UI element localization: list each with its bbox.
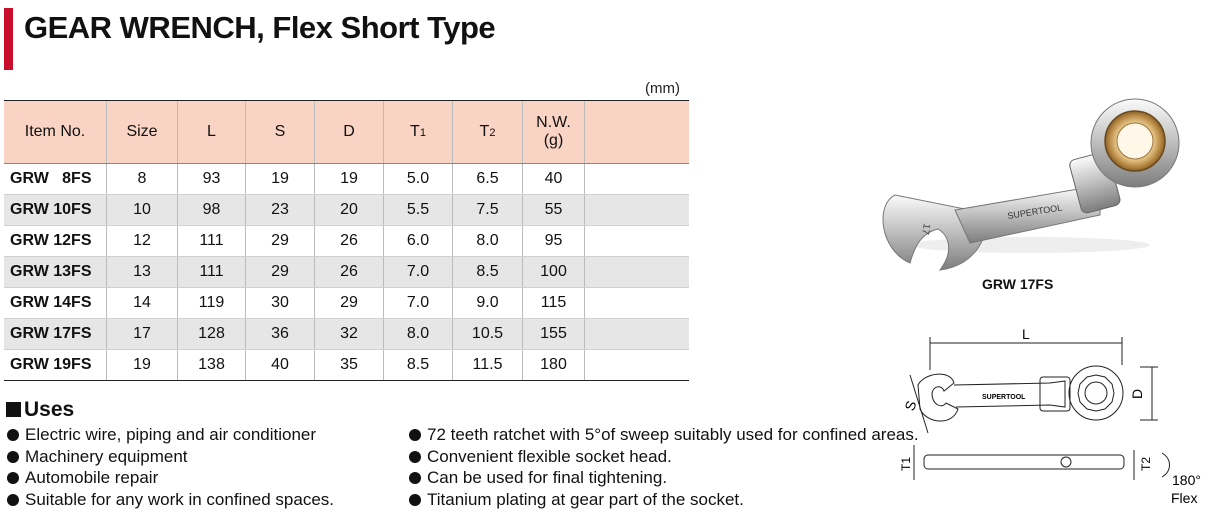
wrench-photo <box>860 95 1200 285</box>
list-item: Automobile repair <box>6 467 334 489</box>
list-item: 72 teeth ratchet with 5°of sweep suitably used for confined areas. <box>408 424 919 446</box>
cell-item-no: GRW 13FS <box>4 257 107 288</box>
cell-size: 14 <box>107 288 178 319</box>
cell-s: 29 <box>246 226 315 257</box>
table-row <box>4 319 689 350</box>
dimension-drawing <box>890 325 1210 530</box>
cell-t2: 8.0 <box>453 226 523 257</box>
cell-item-no: GRW 14FS <box>4 288 107 319</box>
side-view-body <box>924 455 1124 469</box>
list-item: Titanium plating at gear part of the socket. <box>408 489 919 511</box>
cell-d: 32 <box>315 319 384 350</box>
cell-d: 20 <box>315 195 384 226</box>
uses-heading <box>6 398 74 422</box>
cell-t2: 8.5 <box>453 257 523 288</box>
cell-nw: 180 <box>523 350 585 381</box>
cell-size: 19 <box>107 350 178 381</box>
cell-l: 93 <box>178 164 246 195</box>
list-item: Electric wire, piping and air conditioner <box>6 424 334 446</box>
cell-blank <box>585 350 690 381</box>
cell-t2: 10.5 <box>453 319 523 350</box>
features-list-right <box>408 424 919 510</box>
square-bullet-icon <box>6 402 21 417</box>
col-t2-sub: 2 <box>489 127 496 139</box>
cell-t1: 8.0 <box>384 319 453 350</box>
table-row <box>4 195 689 226</box>
drawing-ring-head <box>1069 366 1123 420</box>
dim-l-label: L <box>1022 326 1030 342</box>
drawing-engraving: SUPERTOOL <box>982 394 1026 401</box>
cell-t2: 9.0 <box>453 288 523 319</box>
col-nw-unit: (g) <box>543 132 564 149</box>
cell-l: 138 <box>178 350 246 381</box>
cell-s: 40 <box>246 350 315 381</box>
uses-heading-text: Uses <box>24 398 75 421</box>
cell-nw: 95 <box>523 226 585 257</box>
cell-l: 119 <box>178 288 246 319</box>
cell-l: 111 <box>178 226 246 257</box>
spec-table <box>4 100 689 381</box>
cell-t1: 8.5 <box>384 350 453 381</box>
cell-blank <box>585 288 690 319</box>
cell-item-no: GRW 12FS <box>4 226 107 257</box>
table-row <box>4 226 689 257</box>
col-t1-sub: 1 <box>419 127 426 139</box>
cell-size: 12 <box>107 226 178 257</box>
table-row <box>4 350 689 381</box>
col-d: D <box>315 101 384 164</box>
cell-d: 29 <box>315 288 384 319</box>
drawing-socket <box>1078 375 1114 411</box>
cell-blank <box>585 226 690 257</box>
list-item: Machinery equipment <box>6 446 334 468</box>
cell-d: 35 <box>315 350 384 381</box>
cell-size: 17 <box>107 319 178 350</box>
table-row <box>4 257 689 288</box>
dim-s-label: S <box>901 398 920 413</box>
list-item: Suitable for any work in confined spaces. <box>6 489 334 511</box>
cell-t2: 7.5 <box>453 195 523 226</box>
cell-nw: 115 <box>523 288 585 319</box>
cell-s: 30 <box>246 288 315 319</box>
col-s: S <box>246 101 315 164</box>
col-nw-label: N.W. <box>536 114 571 131</box>
col-t1 <box>384 101 453 164</box>
col-nw <box>523 101 585 164</box>
cell-t2: 6.5 <box>453 164 523 195</box>
cell-blank <box>585 195 690 226</box>
cell-d: 19 <box>315 164 384 195</box>
col-l: L <box>178 101 246 164</box>
dim-t2-label: T2 <box>1139 456 1153 471</box>
cell-d: 26 <box>315 257 384 288</box>
cell-nw: 40 <box>523 164 585 195</box>
table-row <box>4 288 689 319</box>
dim-t1-label: T1 <box>899 456 913 471</box>
col-t1-label: T <box>410 123 420 140</box>
cell-s: 36 <box>246 319 315 350</box>
uses-list-left <box>6 424 334 510</box>
photo-engraving: SUPERTOOL <box>1006 202 1063 221</box>
table-row <box>4 164 689 195</box>
list-item: Convenient flexible socket head. <box>408 446 919 468</box>
col-t2-label: T <box>479 123 490 140</box>
photo-socket-bore <box>1117 123 1153 159</box>
cell-t1: 5.0 <box>384 164 453 195</box>
col-item-no: Item No. <box>4 101 107 164</box>
cell-l: 128 <box>178 319 246 350</box>
drawing-open-end <box>918 374 958 421</box>
photo-shadow <box>910 237 1150 253</box>
cell-t1: 5.5 <box>384 195 453 226</box>
flex-angle-label: 180° <box>1172 472 1201 488</box>
cell-s: 23 <box>246 195 315 226</box>
col-blank <box>585 101 690 164</box>
cell-blank <box>585 257 690 288</box>
cell-item-no: GRW 19FS <box>4 350 107 381</box>
cell-l: 111 <box>178 257 246 288</box>
flex-label: Flex <box>1171 490 1198 506</box>
col-t2 <box>453 101 523 164</box>
side-view-pin <box>1061 457 1071 467</box>
cell-item-no: GRW 10FS <box>4 195 107 226</box>
cell-nw: 55 <box>523 195 585 226</box>
table-header-row <box>4 101 689 164</box>
cell-blank <box>585 319 690 350</box>
unit-label: (mm) <box>645 80 680 97</box>
cell-size: 8 <box>107 164 178 195</box>
cell-item-no: GRW 8FS <box>4 164 107 195</box>
cell-d: 26 <box>315 226 384 257</box>
cell-t2: 11.5 <box>453 350 523 381</box>
col-size: Size <box>107 101 178 164</box>
cell-t1: 7.0 <box>384 257 453 288</box>
title-accent-bar <box>4 8 13 70</box>
cell-s: 29 <box>246 257 315 288</box>
photo-label: GRW 17FS <box>982 276 1054 292</box>
cell-nw: 155 <box>523 319 585 350</box>
cell-s: 19 <box>246 164 315 195</box>
photo-size-mark: 17 <box>919 222 932 236</box>
cell-blank <box>585 164 690 195</box>
cell-l: 98 <box>178 195 246 226</box>
drawing-socket-bore <box>1085 382 1107 404</box>
cell-t1: 6.0 <box>384 226 453 257</box>
page-title: GEAR WRENCH, Flex Short Type <box>24 10 496 45</box>
list-item: Can be used for final tightening. <box>408 467 919 489</box>
dim-d-label: D <box>1129 388 1145 399</box>
cell-t1: 7.0 <box>384 288 453 319</box>
cell-size: 10 <box>107 195 178 226</box>
cell-nw: 100 <box>523 257 585 288</box>
flex-arrow-icon <box>1162 453 1170 477</box>
cell-item-no: GRW 17FS <box>4 319 107 350</box>
cell-size: 13 <box>107 257 178 288</box>
